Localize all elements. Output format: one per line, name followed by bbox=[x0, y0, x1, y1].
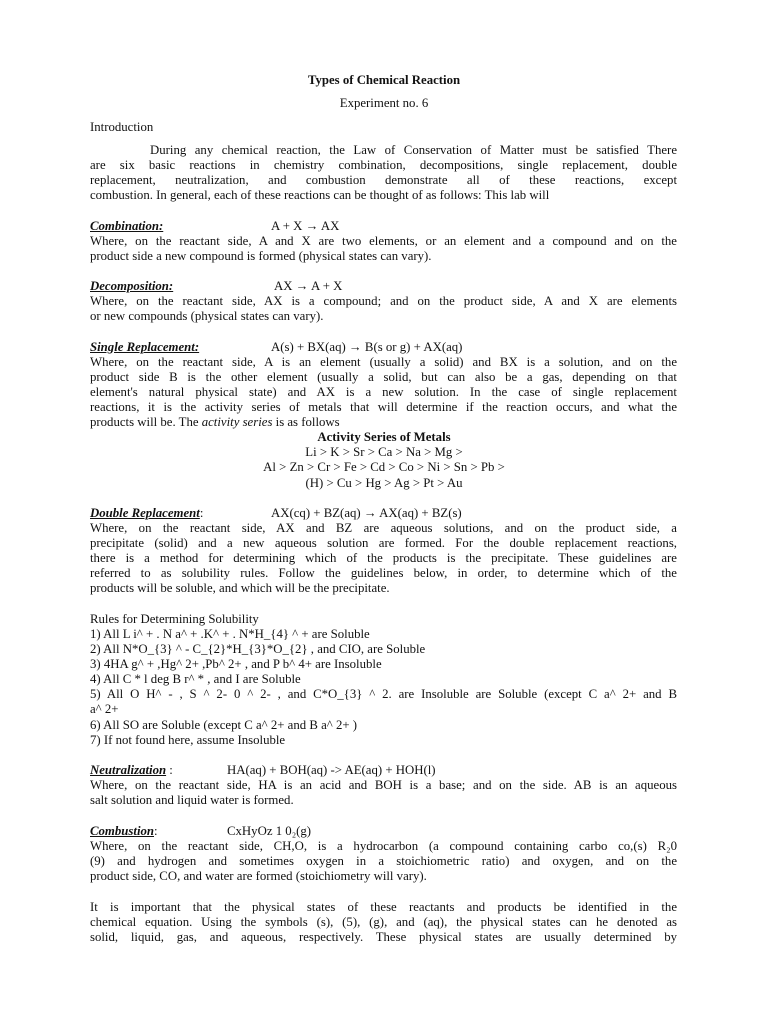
label-colon: : bbox=[199, 506, 204, 520]
neutralization-text: salt solution and liquid water is formed. bbox=[90, 793, 294, 807]
single-replacement-text: product side B is the other element (usually a solid, but can also be a gas, depending on that bbox=[90, 370, 677, 384]
double-replacement-text: products will be soluble, and which will be the precipitate. bbox=[90, 581, 390, 595]
combustion-equation: CxHyOz 1 0₂(g) bbox=[227, 824, 312, 838]
intro-heading: Introduction bbox=[90, 120, 154, 134]
double-replacement-equation: AX(cq) + BZ(aq) → AX(aq) + BZ(s) bbox=[271, 506, 462, 520]
text-run: products will be. The bbox=[90, 415, 202, 429]
solubility-rule: 7) If not found here, assume Insoluble bbox=[90, 733, 286, 747]
closing-text: chemical equation. Using the symbols (s), (5), (g), and (aq), the physical states can he denoted as bbox=[90, 915, 677, 929]
combination-equation: A + X → AX bbox=[271, 219, 340, 233]
single-replacement-text: reactions, it is the activity series of metals that will determine if the reaction occurs, and what the bbox=[90, 400, 677, 414]
combination-text: Where, on the reactant side, A and X are two elements, or an element and a compound and on the bbox=[90, 234, 677, 248]
solubility-rule: 5) All O H^ - , S ^ 2- 0 ^ 2- , and C*O_{3} ^ 2. are Insoluble are Soluble (except C a^ 2+ and B bbox=[90, 687, 677, 701]
combustion-text: Where, on the reactant side, CH,O, is a hydrocarbon (a compound containing carbo co,(s) R₂0 bbox=[90, 839, 677, 853]
combustion-text: product side, CO, and water are formed (stoichiometry will vary). bbox=[90, 869, 427, 883]
single-replacement-text: Where, on the reactant side, A is an element (usually a solid) and BX is a solution, and on the bbox=[90, 355, 677, 369]
decomposition-text: or new compounds (physical states can vary). bbox=[90, 309, 324, 323]
intro-line: combustion. In general, each of these reactions can be thought of as follows: This lab will bbox=[90, 188, 550, 202]
activity-series-row: Li > K > Sr > Ca > Na > Mg > bbox=[305, 445, 463, 459]
double-replacement-text: there is a method for determining which of the products is the precipitate. These guidelines are bbox=[90, 551, 677, 565]
combustion-label: Combustion bbox=[90, 824, 155, 838]
double-replacement-heading bbox=[90, 506, 203, 521]
decomposition-equation: AX → A + X bbox=[274, 279, 343, 293]
solubility-rule: 3) 4HA g^ + ,Hg^ 2+ ,Pb^ 2+ , and P b^ 4+ are Insoluble bbox=[90, 657, 382, 671]
decomposition-text: Where, on the reactant side, AX is a compound; and on the product side, A and X are elements bbox=[90, 294, 677, 308]
double-replacement-text: Where, on the reactant side, AX and BZ are aqueous solutions, and on the product side, a bbox=[90, 521, 677, 535]
neutralization-text: Where, on the reactant side, HA is an acid and BOH is a base; and on the side. AB is an aqueous bbox=[90, 778, 677, 792]
document-title: Types of Chemical Reaction bbox=[307, 73, 461, 87]
activity-series-term: activity series bbox=[201, 415, 273, 429]
neutralization-equation: HA(aq) + BOH(aq) -> AE(aq) + HOH(l) bbox=[227, 763, 436, 777]
neutralization-heading bbox=[90, 763, 173, 778]
single-replacement-label: Single Replacement: bbox=[90, 340, 200, 354]
solubility-rule: 4) All C * l deg B r^ * , and I are Soluble bbox=[90, 672, 301, 686]
single-replacement-equation: A(s) + BX(aq) → B(s or g) + AX(aq) bbox=[271, 340, 463, 354]
intro-line: are six basic reactions in chemistry combination, decompositions, single replacement, double bbox=[90, 158, 677, 172]
experiment-number: Experiment no. 6 bbox=[339, 96, 429, 110]
label-colon: : bbox=[166, 763, 173, 777]
combination-text: product side a new compound is formed (physical states can vary). bbox=[90, 249, 432, 263]
text-run: is as follows bbox=[272, 415, 340, 429]
combustion-heading bbox=[90, 824, 158, 839]
closing-text: solid, liquid, gas, and aqueous, respectively. These physical states are usually determined by bbox=[90, 930, 677, 944]
double-replacement-text: precipitate (solid) and a new aqueous solution are formed. For the double replacement reactions, bbox=[90, 536, 677, 550]
double-replacement-label: Double Replacement bbox=[90, 506, 200, 520]
neutralization-label: Neutralization bbox=[90, 763, 167, 777]
solubility-rule: 1) All L i^ + . N a^ + .K^ + . N*H_{4} ^ + are Soluble bbox=[90, 627, 370, 641]
solubility-rule: a^ 2+ bbox=[90, 702, 119, 716]
double-replacement-text: referred to as solubility rules. Follow the guidelines below, in order, to determine which of the bbox=[90, 566, 677, 580]
combination-label: Combination: bbox=[90, 219, 164, 233]
intro-line: During any chemical reaction, the Law of Conservation of Matter must be satisfied There bbox=[150, 143, 677, 157]
closing-text: It is important that the physical states of these reactants and products be identified in the bbox=[90, 900, 677, 914]
solubility-heading: Rules for Determining Solubility bbox=[90, 612, 259, 626]
activity-series-row: (H) > Cu > Hg > Ag > Pt > Au bbox=[305, 476, 463, 490]
single-replacement-text: element's natural physical state) and AX is a new solution. In the case of single replacement bbox=[90, 385, 677, 399]
activity-series-title: Activity Series of Metals bbox=[317, 430, 451, 444]
combustion-text: (9) and hydrogen and sometimes oxygen in a stoichiometric ratio) and oxygen, and on the bbox=[90, 854, 677, 868]
solubility-rule: 2) All N*O_{3} ^ - C_{2}*H_{3}*O_{2} , and CIO, are Soluble bbox=[90, 642, 426, 656]
activity-series-row: Al > Zn > Cr > Fe > Cd > Co > Ni > Sn > Pb > bbox=[263, 460, 505, 474]
solubility-rule: 6) All SO are Soluble (except C a^ 2+ and B a^ 2+ ) bbox=[90, 718, 358, 732]
intro-line: replacement, neutralization, and combustion demonstrate all of these reactions, except bbox=[90, 173, 677, 187]
decomposition-label: Decomposition: bbox=[90, 279, 174, 293]
single-replacement-text bbox=[90, 415, 340, 430]
label-colon: : bbox=[154, 824, 158, 838]
